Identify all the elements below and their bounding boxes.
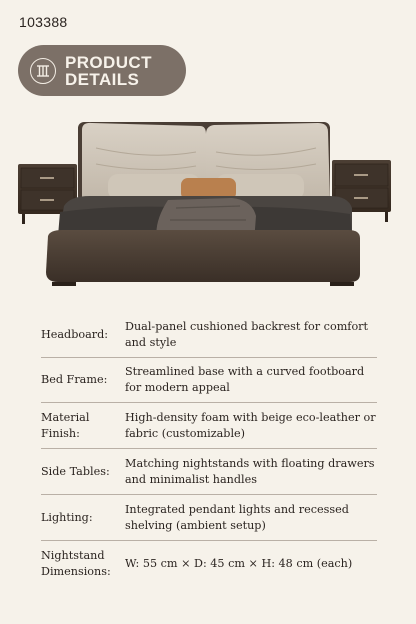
spec-row-side-tables [41,449,377,495]
spec-value: High-density foam with beige eco-leather or fabric (customizable) [125,410,376,440]
spec-value: Streamlined base with a curved footboard for modern appeal [125,365,365,394]
badge-title-line-2: DETAILS [65,69,140,89]
spec-row-headboard [41,313,377,358]
spec-label: Nightstand Dimensions: [41,549,111,578]
spec-table [41,313,377,587]
spec-label: Lighting: [41,510,93,524]
spec-row-material-finish [41,403,377,449]
spec-label: Headboard: [41,328,109,341]
spec-row-bed-frame [41,358,377,403]
spec-row-nightstand-dimensions [41,541,377,587]
spec-value: Integrated pendant lights and recessed shelving (ambient setup) [125,502,349,532]
product-code: 103388 [19,14,68,30]
spec-row-lighting [41,495,377,541]
spec-label: Side Tables: [41,464,110,478]
spec-value: W: 55 cm × D: 45 cm × H: 48 cm (each) [125,557,353,570]
spec-value: Dual-panel cushioned backrest for comfort and style [125,320,369,349]
spec-label: Bed Frame: [41,373,108,386]
bed-product-photo [0,108,416,298]
spec-label: Material Finish: [41,410,90,440]
badge-title [65,54,152,88]
roman-numeral-three-icon [30,58,56,84]
product-details-badge [18,45,186,96]
spec-value: Matching nightstands with floating drawers and minimalist handles [125,456,375,486]
badge-title-line-1: PRODUCT [65,52,152,72]
